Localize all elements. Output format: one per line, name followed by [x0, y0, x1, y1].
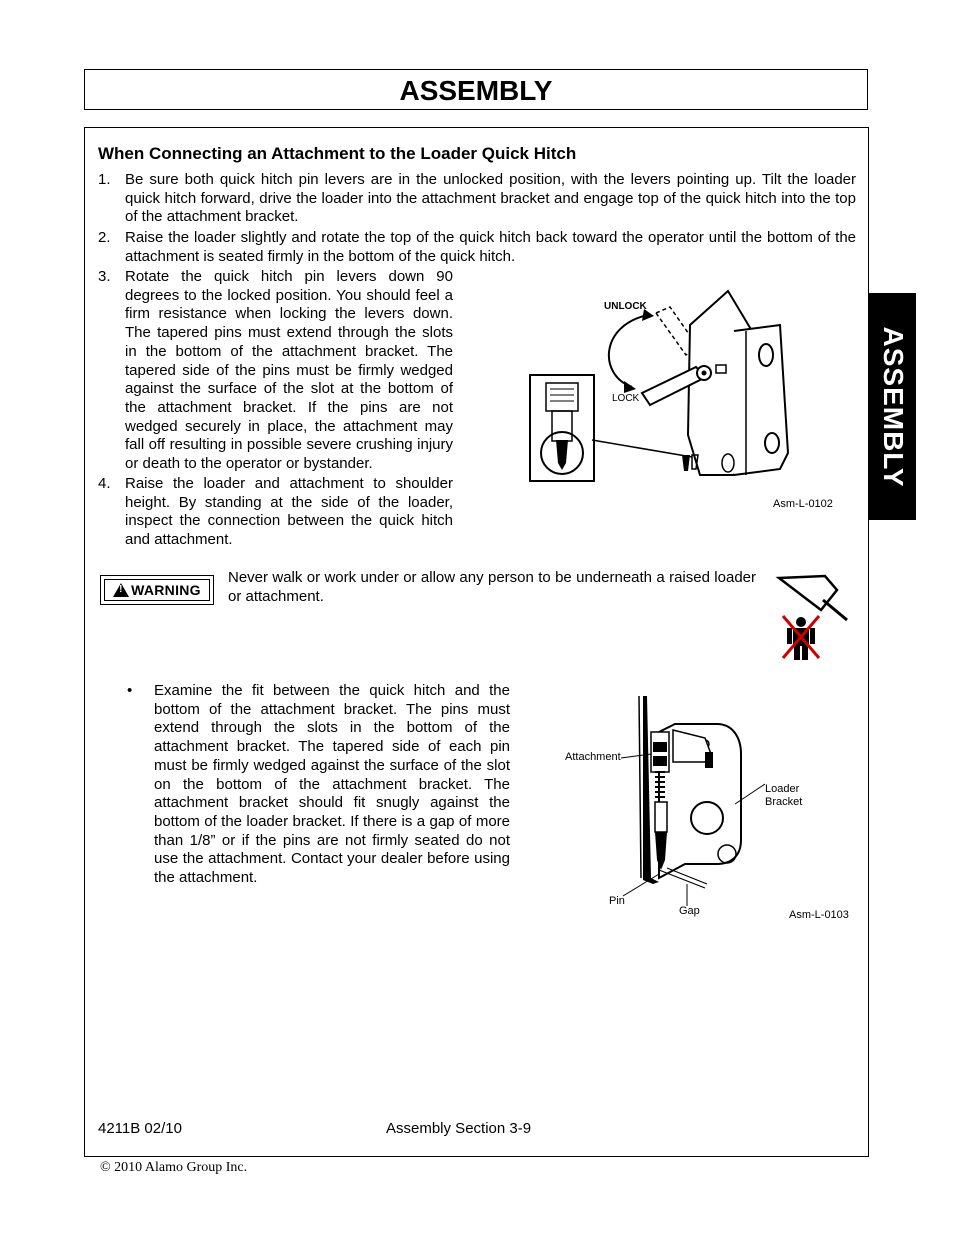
page-title: ASSEMBLY [84, 69, 868, 110]
step-text: Rotate the quick hitch pin levers down 90 degrees to the locked position. You should feel a firm resistance when locking the levers down. The tapered pins must extend through the slots in the bottom of the attachment bracket. The tapered side of the pins must be firmly wedged against the surface of the slot at the bottom of the attachment bracket. If the pins are not wedged securely in place, the attachment may fall off resulting in possible severe crushing injury or death to the operator or bystander. [125, 268, 453, 473]
warning-text: Never walk or work under or allow any person to be underneath a raised loader or attachment. [228, 569, 756, 605]
step-text: Be sure both quick hitch pin levers are in the unlocked position, with the levers pointing up. Tilt the loader quick hitch forward, drive the loader into the attachment bracket and engage top of the quick hitch into the top of the attachment bracket. [125, 171, 856, 226]
unlock-label: UNLOCK [604, 301, 647, 312]
footer-model: 4211B 02/10 [98, 1120, 182, 1137]
step-text: Raise the loader and attachment to shoulder height. By standing at the side of the loader, inspect the connection between the quick hitch and attachment. [125, 475, 453, 549]
gap-label: Gap [679, 905, 700, 917]
figure-id: Asm-L-0103 [789, 909, 849, 921]
no-person-under-loader-icon [775, 570, 851, 662]
figure-id: Asm-L-0102 [773, 498, 833, 510]
bullet-mark: • [127, 682, 133, 699]
quick-hitch-lever-figure [520, 285, 850, 515]
step-number: 1. [98, 171, 111, 188]
side-tab-label: ASSEMBLY [877, 325, 909, 488]
footer-copyright: © 2010 Alamo Group Inc. [100, 1160, 248, 1175]
warning-triangle-icon [113, 583, 129, 597]
warning-badge [100, 575, 214, 605]
warning-badge-label: WARNING [131, 582, 201, 598]
attachment-label: Attachment [565, 751, 621, 763]
step-text: Raise the loader slightly and rotate the top of the quick hitch back toward the operator until the bottom of the attachment is seated firmly in the bottom of the quick hitch. [125, 229, 856, 265]
bracket-label: Bracket [765, 796, 803, 808]
lock-label: LOCK [612, 393, 640, 404]
step-number: 2. [98, 229, 111, 246]
section-heading: When Connecting an Attachment to the Loader Quick Hitch [98, 144, 577, 163]
section-side-tab [869, 293, 916, 520]
attachment-bracket-figure [555, 692, 855, 924]
pin-label: Pin [609, 895, 625, 907]
step-number: 3. [98, 268, 111, 285]
loader-label: Loader [765, 783, 800, 795]
bullet-text: Examine the fit between the quick hitch and the bottom of the attachment bracket. The pins must extend through the slots in the bottom of the attachment bracket. The tapered side of each pin must be firmly wedged against the surface of the slot on the bottom of the attachment bracket. The attachment bracket should fit snugly against the bottom of the loader bracket. If there is a gap of more than 1/8” or if the pins are not firmly seated do not use the attachment. Contact your dealer before using the attachment. [154, 682, 510, 887]
footer-page: Assembly Section 3-9 [386, 1120, 532, 1137]
step-number: 4. [98, 475, 111, 492]
